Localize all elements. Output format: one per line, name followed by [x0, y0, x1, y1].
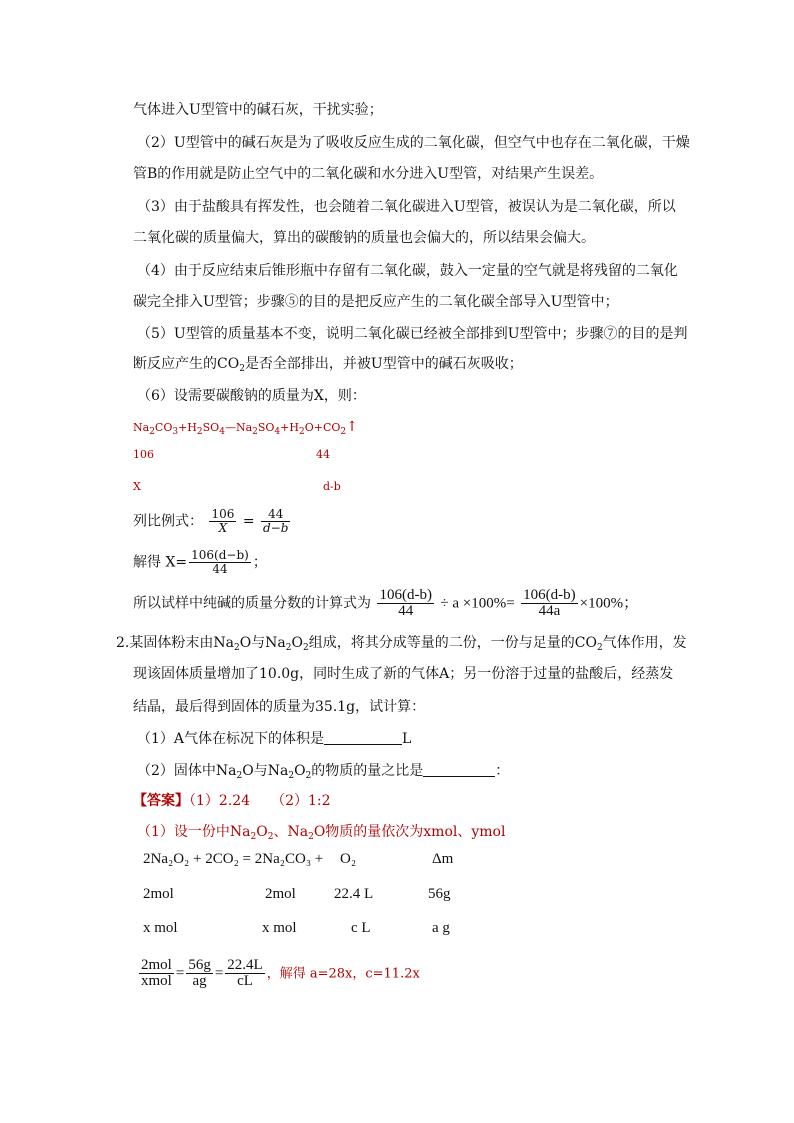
final-equation: $\frac{\text{2mol}}{\text{xmol}}$ = $\frac{56g}{ag}$ = $\frac{22.4L}{cL}$ ，解得 a=28x，c=11.2x: [141, 957, 420, 989]
chemical-equation-2: 2Na₂O₂ + 2CO₂ = 2Na₂CO₃ +: [143, 851, 324, 867]
sub-question-2: （2）固体中$Na_2O$与$Na_2O_2$的物质的量之比是 ：: [137, 763, 510, 781]
text-line: 碳完全排入U型管；步骤⑤的目的是把反应产生的二氧化碳全部导入U型管中；: [133, 294, 619, 310]
text-line: 气体进入U型管中的碱石灰，干扰实验；: [133, 102, 383, 118]
table-cell: x mol: [143, 920, 178, 936]
answer-blank[interactable]: [423, 761, 495, 777]
text-line: 二氧化碳的质量偏大，算出的碳酸钠的质量也会偏大的，所以结果会偏大。: [133, 230, 595, 246]
value-x: X: [133, 480, 141, 493]
table-cell: x mol: [262, 920, 297, 936]
delta-m-label: Δm: [432, 851, 454, 867]
value-106: 106: [133, 448, 154, 461]
text-line: （4）由于反应结束后锥形瓶中存留有二氧化碳，鼓入一定量的空气就是将残留的二氧化: [137, 263, 678, 279]
text-line: （5）U型管的质量基本不变，说明二氧化碳已经被全部排到U型管中；步骤⑦的目的是判: [137, 326, 688, 342]
chemical-equation: $Na_2CO_3+H_2SO_4—Na_2SO_4+H_2O+CO_2↑$: [133, 419, 358, 437]
value-d-b: d-b: [323, 480, 341, 493]
table-cell: c L: [351, 920, 371, 936]
table-cell: 2mol: [265, 886, 296, 902]
result-line: 所以试样中纯碱的质量分数的计算式为 $\frac{106(d-b)}{44}$ ÷ a ×100%= $\frac{106(d-b)}{44a}$ ×100%；: [133, 587, 639, 619]
table-cell: 2mol: [143, 886, 174, 902]
text-line: 结晶，最后得到固体的质量为35.1g，试计算：: [133, 699, 426, 715]
question-2: 2.某固体粉末由$Na_2O$与$Na_2O_2$组成，将其分成等量的二份，一份与足量的$CO_2$气体作用，发: [116, 635, 687, 653]
text-line: 断反应产生的$CO_2$是否全部排出，并被U型管中的碱石灰吸收；: [133, 356, 523, 374]
solve-line: 解得 X= $\frac{106(d-b)}{44}$ ；: [133, 548, 267, 576]
answer-blank[interactable]: [324, 729, 402, 745]
text-line: （3）由于盐酸具有挥发性，也会随着二氧化碳进入U型管，被误认为是二氧化碳，所以: [137, 199, 676, 215]
text-line: （6）设需要碳酸钠的质量为X，则：: [137, 388, 366, 404]
proportion-line: 列比例式： $\frac{106}{X}$ = $\frac{44}{d-b}$: [133, 507, 289, 535]
value-44: 44: [316, 448, 330, 461]
text-line: （2）U型管中的碱石灰是为了吸收反应生成的二氧化碳，但空气中也存在二氧化碳，干燥: [137, 135, 690, 151]
table-cell: 56g: [428, 886, 451, 902]
text-line: 管B的作用就是防止空气中的二氧化碳和水分进入U型管，对结果产生误差。: [133, 166, 604, 182]
table-cell: a g: [432, 920, 450, 936]
answer-line: 【答案】（1）2.24 （2）1:2: [133, 793, 331, 809]
text-line: 现该固体质量增加了10.0g，同时生成了新的气体A；另一份溶于过量的盐酸后，经蒸发: [133, 666, 674, 682]
o2-label: O₂: [340, 851, 357, 867]
table-cell: 22.4 L: [334, 886, 374, 902]
sub-question-1: （1）A气体在标况下的体积是 L: [137, 731, 412, 747]
setup-line: （1）设一份中$Na_2O_2$、$Na_2O$物质的量依次为xmol、ymol: [137, 824, 506, 842]
